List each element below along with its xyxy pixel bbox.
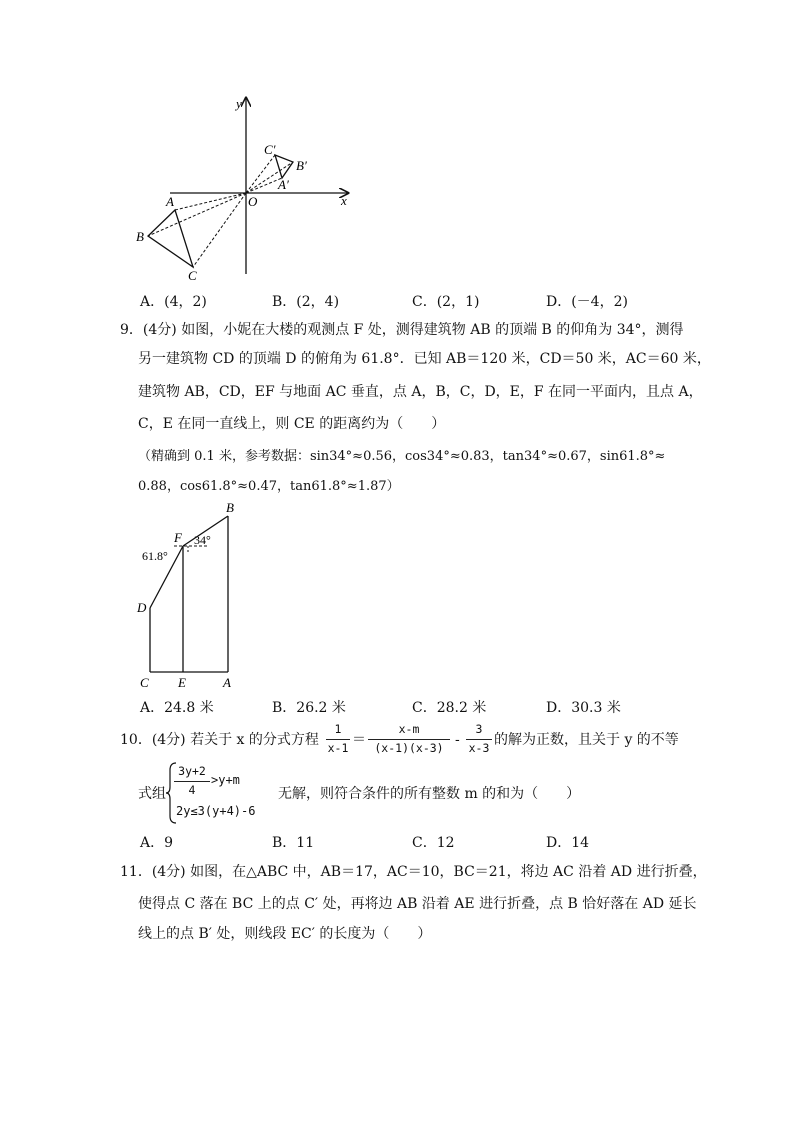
q11-line-3: 线上的点 B′ 处，则线段 EC′ 的长度为（ ） bbox=[138, 926, 432, 942]
q8-coordinate-figure bbox=[130, 92, 360, 282]
q9-building-figure bbox=[130, 498, 250, 690]
q10-minus: - bbox=[455, 732, 460, 748]
q10-option-c: C．12 bbox=[412, 835, 455, 851]
q10-option-a: A．9 bbox=[140, 835, 174, 851]
label-b-prime: B′ bbox=[296, 158, 307, 173]
q9-option-a: A．24.8 米 bbox=[140, 700, 214, 716]
q10-prefix: 10．(4分) 若关于 x 的分式方程 bbox=[120, 732, 319, 748]
q10-ineq1-bar bbox=[174, 781, 210, 782]
q9-label-618: 61.8° bbox=[142, 549, 168, 563]
q10-suffix: 的解为正数，且关于 y 的不等 bbox=[494, 732, 679, 748]
triangle-abc bbox=[148, 210, 193, 267]
triangle-abc-prime bbox=[275, 155, 293, 178]
q11-line-2: 使得点 C 落在 BC 上的点 C′ 处，再将边 AB 沿着 AE 进行折叠，点 B 恰好落在 AD 延长 bbox=[138, 896, 697, 912]
q9-label-34: 34° bbox=[194, 533, 211, 547]
label-a-prime: A′ bbox=[278, 177, 289, 192]
q9-option-d: D．30.3 米 bbox=[546, 700, 621, 716]
label-a: A bbox=[166, 194, 174, 209]
q10-frac2-bar bbox=[368, 739, 450, 740]
q8-option-c: C．(2，1) bbox=[412, 294, 480, 310]
q9-note-2: 0.88，cos61.8°≈0.47，tan61.8°≈1.87） bbox=[138, 479, 400, 494]
q11-line-1: 11．(4分) 如图，在△ABC 中，AB＝17，AC＝10，BC＝21，将边 AC 沿着 AD 进行折叠， bbox=[120, 864, 707, 880]
q9-option-b: B．26.2 米 bbox=[272, 700, 346, 716]
q10-equals: ＝ bbox=[352, 732, 366, 748]
q10-frac1-bar bbox=[326, 739, 350, 740]
q10-frac3-den: x-3 bbox=[468, 741, 490, 755]
q8-option-a: A．(4，2) bbox=[140, 294, 207, 310]
q10-option-d: D．14 bbox=[546, 835, 590, 851]
q9-label-c: C bbox=[140, 675, 149, 690]
q10-line2-suffix: 无解，则符合条件的所有整数 m 的和为（ ） bbox=[278, 786, 581, 802]
q10-frac1-den: x-1 bbox=[327, 741, 349, 755]
label-c-prime: C′ bbox=[264, 142, 276, 157]
q9-label-d: D bbox=[137, 600, 147, 615]
label-x: x bbox=[341, 193, 347, 208]
label-c: C bbox=[188, 268, 197, 282]
q10-frac3-num: 3 bbox=[475, 722, 483, 736]
q10-option-b: B．11 bbox=[272, 835, 315, 851]
q9-label-f: F bbox=[174, 530, 182, 545]
q9-label-b: B bbox=[226, 500, 234, 515]
q9-label-a: A bbox=[223, 675, 231, 690]
label-y: y bbox=[236, 96, 242, 111]
q9-line-3: 建筑物 AB，CD，EF 与地面 AC 垂直，点 A，B，C，D，E，F 在同一平面内，且点 A， bbox=[138, 384, 703, 400]
q10-frac2-den: (x-1)(x-3) bbox=[374, 741, 444, 755]
q8-option-b: B．(2，4) bbox=[272, 294, 340, 310]
q10-frac3-bar bbox=[466, 739, 492, 740]
q9-line-2: 另一建筑物 CD 的顶端 D 的俯角为 61.8°．已知 AB＝120 米，CD＝50 米，AC＝60 米， bbox=[138, 351, 711, 367]
q10-ineq2: 2y≤3(y+4)-6 bbox=[176, 804, 256, 818]
q10-frac2-num: x-m bbox=[398, 722, 420, 736]
label-b: B bbox=[136, 229, 144, 244]
q10-frac1-num: 1 bbox=[334, 722, 342, 736]
q10-ineq1-den: 4 bbox=[188, 783, 196, 797]
q10-ineq1-rhs: >y+m bbox=[211, 773, 240, 787]
q9-note-1: （精确到 0.1 米，参考数据：sin34°≈0.56，cos34°≈0.83，tan34°≈0.67，sin61.8°≈ bbox=[138, 449, 666, 464]
q8-option-d: D．(－4，2) bbox=[546, 294, 628, 310]
q9-label-e: E bbox=[178, 675, 186, 690]
label-o: O bbox=[248, 194, 258, 209]
q9-line-4: C，E 在同一直线上，则 CE 的距离约为（ ） bbox=[138, 416, 446, 432]
q10-ineq1-num: 3y+2 bbox=[178, 764, 206, 778]
q10-line2-prefix: 式组 bbox=[138, 786, 166, 802]
q9-line-1: 9．(4分) 如图，小妮在大楼的观测点 F 处，测得建筑物 AB 的顶端 B 的仰角为 34°，测得 bbox=[120, 322, 684, 338]
q9-option-c: C．28.2 米 bbox=[412, 700, 487, 716]
